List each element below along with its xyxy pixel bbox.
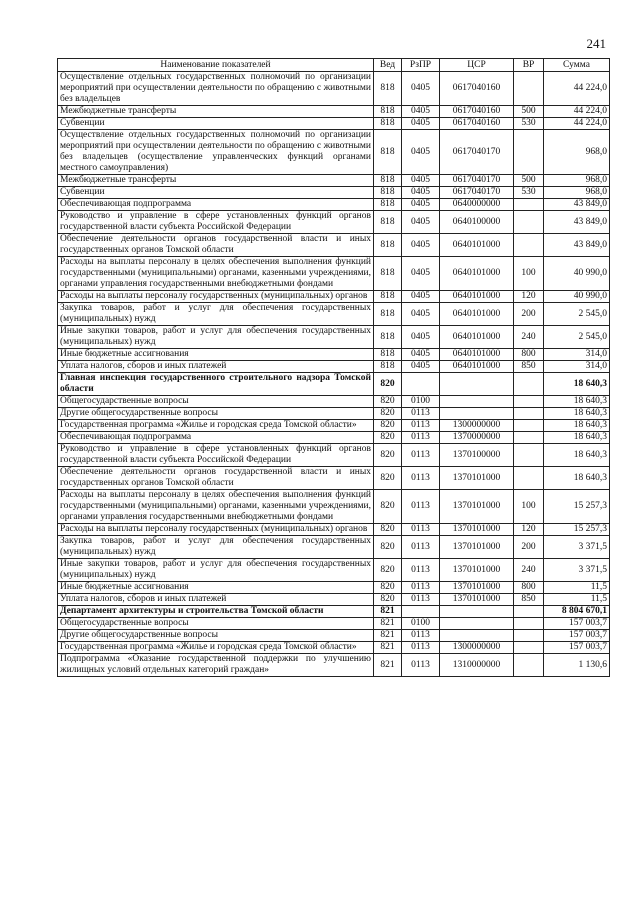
cell-ved: 818 <box>374 175 402 187</box>
cell-ved: 820 <box>374 582 402 594</box>
cell-ved: 818 <box>374 361 402 373</box>
cell-name: Субвенции <box>58 118 374 130</box>
cell-csr: 0617040170 <box>440 187 514 199</box>
cell-sum: 1 130,6 <box>544 654 610 677</box>
cell-csr <box>440 396 514 408</box>
cell-ved: 820 <box>374 594 402 606</box>
cell-rzpr: 0100 <box>402 396 440 408</box>
cell-vr: 500 <box>514 175 544 187</box>
cell-name: Расходы на выплаты персоналу в целях обеспечения выполнения функций государственными (муниципальными) органами, казенными учреждениями, органами управления государственными внебюджетными фондами <box>58 257 374 291</box>
cell-ved: 818 <box>374 303 402 326</box>
cell-sum: 15 257,3 <box>544 490 610 524</box>
cell-rzpr: 0405 <box>402 234 440 257</box>
cell-rzpr: 0113 <box>402 654 440 677</box>
cell-name: Главная инспекция государственного строительного надзора Томской области <box>58 373 374 396</box>
table-row <box>58 559 610 582</box>
cell-rzpr: 0405 <box>402 361 440 373</box>
table-row <box>58 199 610 211</box>
cell-name: Субвенции <box>58 187 374 199</box>
cell-name: Осуществление отдельных государственных полномочий по организации мероприятий при осуществлении деятельности по обращению с животными без владельцев (осуществление управленческих функций органами местного самоуправления) <box>58 130 374 175</box>
cell-vr <box>514 420 544 432</box>
cell-csr: 0617040160 <box>440 72 514 106</box>
cell-name: Уплата налогов, сборов и иных платежей <box>58 594 374 606</box>
table-header-row <box>58 59 610 72</box>
cell-vr <box>514 432 544 444</box>
cell-name: Межбюджетные трансферты <box>58 175 374 187</box>
cell-sum: 2 545,0 <box>544 326 610 349</box>
cell-csr <box>440 606 514 618</box>
table-row <box>58 420 610 432</box>
cell-vr: 240 <box>514 326 544 349</box>
table-row <box>58 106 610 118</box>
table-row <box>58 408 610 420</box>
cell-name: Обеспечивающая подпрограмма <box>58 199 374 211</box>
cell-ved: 818 <box>374 211 402 234</box>
cell-rzpr <box>402 373 440 396</box>
table-row <box>58 72 610 106</box>
header-sum: Сумма <box>544 59 610 72</box>
cell-rzpr: 0113 <box>402 524 440 536</box>
cell-vr: 200 <box>514 303 544 326</box>
table-row <box>58 291 610 303</box>
cell-sum: 44 224,0 <box>544 118 610 130</box>
cell-sum: 2 545,0 <box>544 303 610 326</box>
table-row <box>58 536 610 559</box>
table-row <box>58 524 610 536</box>
cell-rzpr: 0113 <box>402 582 440 594</box>
cell-ved: 820 <box>374 432 402 444</box>
cell-sum: 18 640,3 <box>544 444 610 467</box>
cell-ved: 821 <box>374 642 402 654</box>
table-row <box>58 642 610 654</box>
cell-name: Государственная программа «Жилье и городская среда Томской области» <box>58 420 374 432</box>
cell-csr <box>440 618 514 630</box>
cell-sum: 18 640,3 <box>544 467 610 490</box>
cell-ved: 821 <box>374 654 402 677</box>
cell-csr: 0640101000 <box>440 303 514 326</box>
cell-csr: 0617040170 <box>440 175 514 187</box>
cell-name: Уплата налогов, сборов и иных платежей <box>58 361 374 373</box>
cell-ved: 818 <box>374 257 402 291</box>
cell-vr <box>514 467 544 490</box>
cell-rzpr: 0113 <box>402 642 440 654</box>
header-csr: ЦСР <box>440 59 514 72</box>
cell-sum: 11,5 <box>544 582 610 594</box>
cell-csr <box>440 408 514 420</box>
cell-sum: 44 224,0 <box>544 72 610 106</box>
cell-rzpr: 0405 <box>402 175 440 187</box>
cell-vr <box>514 396 544 408</box>
cell-vr <box>514 373 544 396</box>
cell-sum: 18 640,3 <box>544 432 610 444</box>
cell-sum: 314,0 <box>544 349 610 361</box>
cell-rzpr: 0113 <box>402 594 440 606</box>
cell-vr: 850 <box>514 594 544 606</box>
cell-name: Расходы на выплаты персоналу государственных (муниципальных) органов <box>58 524 374 536</box>
cell-rzpr: 0113 <box>402 630 440 642</box>
cell-name: Руководство и управление в сфере установленных функций органов государственной власти субъекта Российской Федерации <box>58 211 374 234</box>
cell-name: Обеспечивающая подпрограмма <box>58 432 374 444</box>
cell-csr: 1370000000 <box>440 432 514 444</box>
cell-vr <box>514 234 544 257</box>
header-vr: ВР <box>514 59 544 72</box>
cell-sum: 40 990,0 <box>544 291 610 303</box>
cell-sum: 8 804 670,1 <box>544 606 610 618</box>
cell-csr: 0617040160 <box>440 118 514 130</box>
cell-ved: 821 <box>374 630 402 642</box>
cell-vr: 120 <box>514 291 544 303</box>
cell-ved: 818 <box>374 118 402 130</box>
header-rzpr: РзПР <box>402 59 440 72</box>
table-row <box>58 432 610 444</box>
table-body <box>58 72 610 677</box>
cell-rzpr: 0405 <box>402 187 440 199</box>
cell-csr: 1370101000 <box>440 536 514 559</box>
table-row <box>58 349 610 361</box>
cell-vr <box>514 606 544 618</box>
cell-csr: 1370101000 <box>440 559 514 582</box>
cell-rzpr: 0113 <box>402 490 440 524</box>
cell-name: Другие общегосударственные вопросы <box>58 408 374 420</box>
cell-rzpr: 0405 <box>402 291 440 303</box>
cell-rzpr: 0405 <box>402 130 440 175</box>
table-row <box>58 444 610 467</box>
cell-ved: 818 <box>374 291 402 303</box>
cell-rzpr: 0405 <box>402 118 440 130</box>
cell-sum: 314,0 <box>544 361 610 373</box>
table-row <box>58 654 610 677</box>
cell-ved: 820 <box>374 408 402 420</box>
cell-csr: 0640101000 <box>440 291 514 303</box>
table-row <box>58 257 610 291</box>
cell-rzpr: 0100 <box>402 618 440 630</box>
cell-vr: 500 <box>514 106 544 118</box>
cell-vr <box>514 211 544 234</box>
cell-vr <box>514 618 544 630</box>
cell-ved: 818 <box>374 130 402 175</box>
cell-csr: 1370101000 <box>440 594 514 606</box>
cell-ved: 818 <box>374 234 402 257</box>
cell-sum: 15 257,3 <box>544 524 610 536</box>
cell-sum: 968,0 <box>544 130 610 175</box>
page-number: 241 <box>586 36 606 51</box>
cell-name: Иные бюджетные ассигнования <box>58 349 374 361</box>
cell-name: Межбюджетные трансферты <box>58 106 374 118</box>
cell-csr <box>440 630 514 642</box>
cell-vr: 120 <box>514 524 544 536</box>
cell-rzpr <box>402 606 440 618</box>
cell-name: Другие общегосударственные вопросы <box>58 630 374 642</box>
cell-sum: 968,0 <box>544 175 610 187</box>
cell-csr: 0640101000 <box>440 257 514 291</box>
cell-ved: 820 <box>374 420 402 432</box>
cell-ved: 820 <box>374 467 402 490</box>
cell-rzpr: 0405 <box>402 349 440 361</box>
cell-ved: 820 <box>374 444 402 467</box>
table-row <box>58 118 610 130</box>
cell-name: Департамент архитектуры и строительства Томской области <box>58 606 374 618</box>
cell-rzpr: 0113 <box>402 420 440 432</box>
cell-rzpr: 0113 <box>402 432 440 444</box>
budget-table <box>57 58 610 677</box>
table-row <box>58 606 610 618</box>
cell-vr <box>514 130 544 175</box>
header-name: Наименование показателей <box>58 59 374 72</box>
cell-ved: 818 <box>374 199 402 211</box>
cell-rzpr: 0113 <box>402 408 440 420</box>
cell-name: Закупка товаров, работ и услуг для обеспечения государственных (муниципальных) нужд <box>58 536 374 559</box>
cell-csr: 0617040170 <box>440 130 514 175</box>
header-ved: Вед <box>374 59 402 72</box>
cell-csr: 1370101000 <box>440 524 514 536</box>
cell-sum: 18 640,3 <box>544 408 610 420</box>
cell-csr: 1370101000 <box>440 582 514 594</box>
cell-sum: 968,0 <box>544 187 610 199</box>
cell-csr: 0640100000 <box>440 211 514 234</box>
cell-name: Руководство и управление в сфере установленных функций органов государственной власти субъекта Российской Федерации <box>58 444 374 467</box>
cell-rzpr: 0405 <box>402 199 440 211</box>
cell-ved: 818 <box>374 106 402 118</box>
table-row <box>58 467 610 490</box>
cell-ved: 820 <box>374 559 402 582</box>
table-row <box>58 326 610 349</box>
cell-name: Общегосударственные вопросы <box>58 396 374 408</box>
cell-csr <box>440 373 514 396</box>
table-row <box>58 630 610 642</box>
cell-vr <box>514 444 544 467</box>
table-row <box>58 130 610 175</box>
cell-rzpr: 0405 <box>402 257 440 291</box>
cell-ved: 818 <box>374 187 402 199</box>
cell-csr: 1370101000 <box>440 467 514 490</box>
cell-ved: 820 <box>374 373 402 396</box>
cell-ved: 818 <box>374 72 402 106</box>
cell-rzpr: 0405 <box>402 211 440 234</box>
cell-ved: 818 <box>374 349 402 361</box>
table-row <box>58 490 610 524</box>
cell-rzpr: 0113 <box>402 467 440 490</box>
cell-rzpr: 0405 <box>402 106 440 118</box>
table-row <box>58 187 610 199</box>
cell-vr: 200 <box>514 536 544 559</box>
table-row <box>58 175 610 187</box>
cell-vr: 530 <box>514 187 544 199</box>
cell-ved: 820 <box>374 490 402 524</box>
cell-rzpr: 0405 <box>402 72 440 106</box>
cell-vr: 850 <box>514 361 544 373</box>
cell-sum: 43 849,0 <box>544 199 610 211</box>
cell-csr: 0640101000 <box>440 234 514 257</box>
cell-rzpr: 0405 <box>402 303 440 326</box>
table-row <box>58 303 610 326</box>
cell-csr: 0640000000 <box>440 199 514 211</box>
table-row <box>58 211 610 234</box>
cell-sum: 157 003,7 <box>544 642 610 654</box>
cell-vr: 530 <box>514 118 544 130</box>
cell-ved: 820 <box>374 536 402 559</box>
cell-csr: 1310000000 <box>440 654 514 677</box>
cell-rzpr: 0113 <box>402 536 440 559</box>
cell-sum: 157 003,7 <box>544 630 610 642</box>
cell-ved: 820 <box>374 396 402 408</box>
cell-csr: 0640101000 <box>440 349 514 361</box>
cell-name: Государственная программа «Жилье и городская среда Томской области» <box>58 642 374 654</box>
cell-vr <box>514 199 544 211</box>
cell-sum: 18 640,3 <box>544 373 610 396</box>
cell-sum: 43 849,0 <box>544 211 610 234</box>
cell-vr <box>514 654 544 677</box>
cell-sum: 18 640,3 <box>544 420 610 432</box>
cell-name: Расходы на выплаты персоналу государственных (муниципальных) органов <box>58 291 374 303</box>
cell-ved: 821 <box>374 618 402 630</box>
cell-sum: 157 003,7 <box>544 618 610 630</box>
table-row <box>58 582 610 594</box>
table-row <box>58 373 610 396</box>
cell-sum: 40 990,0 <box>544 257 610 291</box>
cell-sum: 18 640,3 <box>544 396 610 408</box>
cell-rzpr: 0405 <box>402 326 440 349</box>
cell-sum: 3 371,5 <box>544 559 610 582</box>
table-row <box>58 361 610 373</box>
cell-csr: 1370100000 <box>440 444 514 467</box>
cell-rzpr: 0113 <box>402 559 440 582</box>
cell-name: Обеспечение деятельности органов государственной власти и иных государственных органов Томской области <box>58 234 374 257</box>
cell-sum: 44 224,0 <box>544 106 610 118</box>
cell-sum: 11,5 <box>544 594 610 606</box>
cell-name: Иные закупки товаров, работ и услуг для обеспечения государственных (муниципальных) нужд <box>58 559 374 582</box>
cell-name: Иные закупки товаров, работ и услуг для обеспечения государственных (муниципальных) нужд <box>58 326 374 349</box>
cell-name: Осуществление отдельных государственных полномочий по организации мероприятий при осуществлении деятельности по обращению с животными без владельцев <box>58 72 374 106</box>
cell-ved: 818 <box>374 326 402 349</box>
cell-ved: 820 <box>374 524 402 536</box>
table-row <box>58 396 610 408</box>
cell-csr: 1300000000 <box>440 420 514 432</box>
cell-name: Обеспечение деятельности органов государственной власти и иных государственных органов Томской области <box>58 467 374 490</box>
cell-vr: 100 <box>514 490 544 524</box>
cell-name: Закупка товаров, работ и услуг для обеспечения государственных (муниципальных) нужд <box>58 303 374 326</box>
table-row <box>58 234 610 257</box>
cell-csr: 1300000000 <box>440 642 514 654</box>
cell-vr <box>514 408 544 420</box>
cell-ved: 821 <box>374 606 402 618</box>
cell-csr: 0640101000 <box>440 361 514 373</box>
cell-vr: 240 <box>514 559 544 582</box>
cell-vr: 800 <box>514 349 544 361</box>
cell-csr: 0617040160 <box>440 106 514 118</box>
cell-vr <box>514 642 544 654</box>
table-row <box>58 618 610 630</box>
cell-csr: 0640101000 <box>440 326 514 349</box>
cell-csr: 1370101000 <box>440 490 514 524</box>
cell-name: Иные бюджетные ассигнования <box>58 582 374 594</box>
cell-sum: 3 371,5 <box>544 536 610 559</box>
cell-name: Общегосударственные вопросы <box>58 618 374 630</box>
cell-vr: 100 <box>514 257 544 291</box>
cell-vr <box>514 630 544 642</box>
cell-name: Подпрограмма «Оказание государственной поддержки по улучшению жилищных условий отдельных категорий граждан» <box>58 654 374 677</box>
cell-vr <box>514 72 544 106</box>
cell-vr: 800 <box>514 582 544 594</box>
cell-name: Расходы на выплаты персоналу в целях обеспечения выполнения функций государственными (муниципальными) органами, казенными учреждениями, органами управления государственными внебюджетными фондами <box>58 490 374 524</box>
cell-sum: 43 849,0 <box>544 234 610 257</box>
table-row <box>58 594 610 606</box>
cell-rzpr: 0113 <box>402 444 440 467</box>
